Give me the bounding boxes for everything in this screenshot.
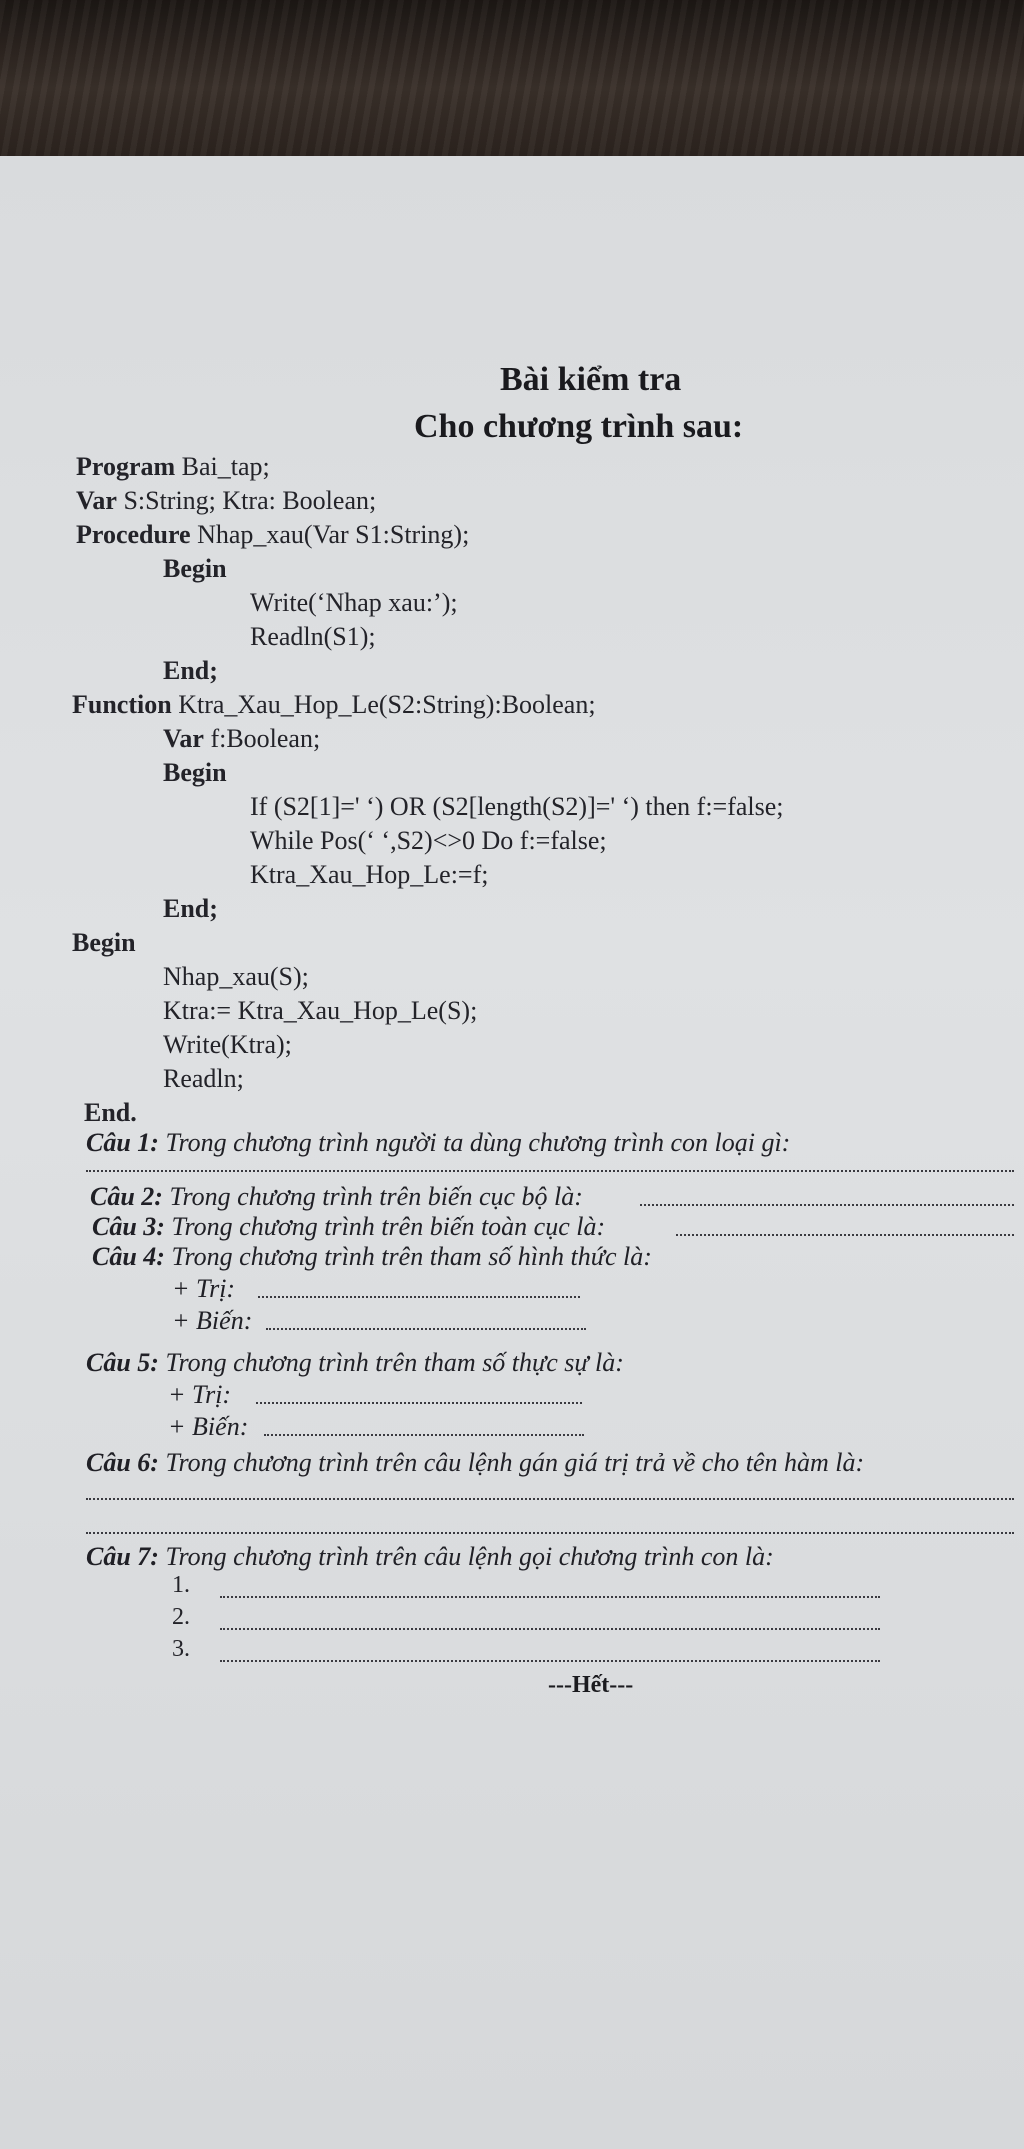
- wooden-table-background: [0, 0, 1024, 160]
- question-7: Câu 7: Trong chương trình trên câu lệnh gọi chương trình con là:: [86, 1542, 774, 1571]
- code-line-main-end: End.: [84, 1098, 137, 1127]
- code-line-func-return: Ktra_Xau_Hop_Le:=f;: [250, 860, 489, 889]
- answer-line-q7-3[interactable]: [220, 1660, 880, 1662]
- code-line-main-nhap: Nhap_xau(S);: [163, 962, 309, 991]
- code-line-func-begin: Begin: [163, 758, 227, 787]
- page-subtitle: Cho chương trình sau:: [414, 408, 744, 445]
- question-4-value-label: + Trị:: [172, 1274, 236, 1303]
- answer-line-q4-value[interactable]: [258, 1296, 580, 1298]
- question-5-variable-label: + Biến:: [168, 1412, 249, 1441]
- question-3: Câu 3: Trong chương trình trên biến toàn cục là:: [92, 1212, 606, 1241]
- question-1: Câu 1: Trong chương trình người ta dùng chương trình con loại gì:: [86, 1128, 791, 1157]
- answer-line-q5-value[interactable]: [256, 1402, 582, 1404]
- code-line-proc-write: Write(‘Nhap xau:’);: [250, 588, 458, 617]
- code-line-proc-readln: Readln(S1);: [250, 622, 376, 651]
- code-line-proc-end: End;: [163, 656, 218, 685]
- question-6: Câu 6: Trong chương trình trên câu lệnh gán giá trị trả về cho tên hàm là:: [86, 1448, 865, 1477]
- answer-line-q7-2[interactable]: [220, 1628, 880, 1630]
- code-line-func-var: Var f:Boolean;: [163, 724, 321, 753]
- answer-line-q6-1[interactable]: [86, 1498, 1014, 1500]
- question-5-value-label: + Trị:: [168, 1380, 232, 1409]
- answer-line-q5-variable[interactable]: [264, 1434, 584, 1436]
- code-line-main-begin: Begin: [72, 928, 136, 957]
- code-line-function: Function Ktra_Xau_Hop_Le(S2:String):Boolean;: [72, 690, 596, 719]
- code-line-proc-begin: Begin: [163, 554, 227, 583]
- question-4-variable-label: + Biến:: [172, 1306, 253, 1335]
- exam-paper: [0, 156, 1024, 2149]
- answer-line-q2[interactable]: [640, 1204, 1014, 1206]
- code-line-func-if: If (S2[1]=' ‘) OR (S2[length(S2)]=' ‘) then f:=false;: [250, 792, 784, 821]
- code-line-func-while: While Pos(‘ ‘,S2)<>0 Do f:=false;: [250, 826, 607, 855]
- code-line-func-end: End;: [163, 894, 218, 923]
- code-line-main-readln: Readln;: [163, 1064, 244, 1093]
- question-2: Câu 2: Trong chương trình trên biến cục bộ là:: [90, 1182, 583, 1211]
- answer-line-q1[interactable]: [86, 1170, 1014, 1172]
- code-line-main-ktra: Ktra:= Ktra_Xau_Hop_Le(S);: [163, 996, 478, 1025]
- code-line-var: Var S:String; Ktra: Boolean;: [76, 486, 377, 515]
- question-7-item-2: 2.: [172, 1604, 190, 1630]
- answer-line-q3[interactable]: [676, 1234, 1014, 1236]
- code-line-main-write: Write(Ktra);: [163, 1030, 292, 1059]
- question-7-item-1: 1.: [172, 1572, 190, 1598]
- code-line-procedure: Procedure Nhap_xau(Var S1:String);: [76, 520, 470, 549]
- page-title: Bài kiểm tra: [500, 361, 682, 398]
- end-of-test-mark: ---Hết---: [548, 1672, 634, 1698]
- answer-line-q6-2[interactable]: [86, 1532, 1014, 1534]
- question-5: Câu 5: Trong chương trình trên tham số thực sự là:: [86, 1348, 624, 1377]
- question-7-item-3: 3.: [172, 1636, 190, 1662]
- answer-line-q4-variable[interactable]: [266, 1328, 586, 1330]
- code-line-program: Program Bai_tap;: [76, 452, 270, 481]
- answer-line-q7-1[interactable]: [220, 1596, 880, 1598]
- question-4: Câu 4: Trong chương trình trên tham số hình thức là:: [92, 1242, 652, 1271]
